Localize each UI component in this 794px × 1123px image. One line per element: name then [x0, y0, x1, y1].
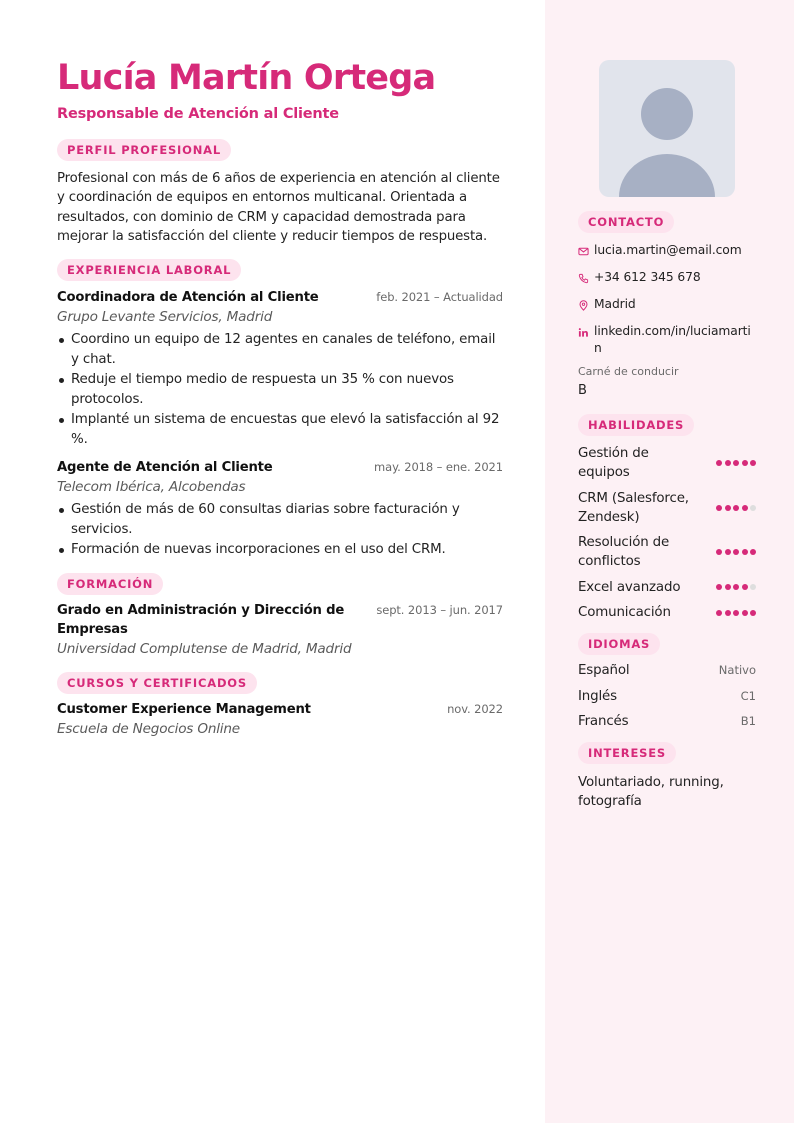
skill-dot-filled	[725, 584, 731, 590]
skill-name: Excel avanzado	[578, 579, 681, 595]
avatar-body-shape	[619, 154, 715, 197]
candidate-role: Responsable de Atención al Cliente	[57, 106, 339, 122]
list-item: Formación de nuevas incorporaciones en el uso del CRM.	[57, 540, 503, 560]
job-bullets	[57, 500, 503, 560]
contact-phone-text: +34 612 345 678	[594, 270, 701, 284]
avatar-placeholder	[599, 60, 735, 197]
education-institution: Universidad Complutense de Madrid, Madrid	[57, 640, 352, 657]
skill-dot-filled	[742, 584, 748, 590]
skill-row	[578, 578, 756, 597]
job-title: Agente de Atención al Cliente	[57, 460, 273, 476]
skill-level-dots	[716, 505, 756, 511]
language-name: Español	[578, 663, 630, 679]
skills-list	[578, 444, 756, 622]
skill-level-dots	[716, 460, 756, 466]
candidate-name: Lucía Martín Ortega	[57, 58, 436, 98]
education-entry	[57, 601, 503, 659]
section-heading-profile: PERFIL PROFESIONAL	[57, 139, 231, 161]
skill-dot-empty	[750, 505, 756, 511]
skill-dot-filled	[750, 610, 756, 616]
skill-name: Resolución de conflictos	[578, 535, 670, 570]
skill-dot-filled	[750, 549, 756, 555]
skill-dot-filled	[716, 610, 722, 616]
job-date: feb. 2021 – Actualidad	[376, 290, 503, 305]
list-item: Implanté un sistema de encuestas que elevó la satisfacción al 92 %.	[57, 410, 503, 449]
profile-summary: Profesional con más de 6 años de experiencia en atención al cliente y coordinación de equipos en entornos multicanal. Orientada a resultados, con dominio de CRM y capacidad demostrada para mejorar la satisfacción del cliente y reducir tiempos de respuesta.	[57, 171, 500, 244]
section-heading-courses: CURSOS Y CERTIFICADOS	[57, 672, 257, 694]
location-pin-icon	[578, 299, 590, 316]
course-entry	[57, 700, 503, 739]
course-institution: Escuela de Negocios Online	[57, 720, 240, 737]
avatar-head-shape	[641, 88, 693, 140]
skill-dot-filled	[725, 460, 731, 466]
list-item: Reduje el tiempo medio de respuesta un 35 % con nuevos protocolos.	[57, 370, 503, 409]
section-heading-education: FORMACIÓN	[57, 573, 163, 595]
skill-dot-filled	[733, 584, 739, 590]
linkedin-icon	[578, 326, 590, 343]
job-date: may. 2018 – ene. 2021	[374, 460, 503, 475]
course-title: Customer Experience Management	[57, 701, 311, 717]
skill-dot-filled	[733, 505, 739, 511]
section-heading-experience: EXPERIENCIA LABORAL	[57, 259, 241, 281]
skill-name: Gestión de equipos	[578, 446, 649, 481]
language-name: Inglés	[578, 688, 617, 704]
phone-icon	[578, 272, 590, 289]
education-date: sept. 2013 – jun. 2017	[376, 602, 503, 617]
language-level: C1	[740, 688, 756, 703]
skill-dot-filled	[733, 549, 739, 555]
skill-level-dots	[716, 610, 756, 616]
skill-row	[578, 533, 756, 572]
skill-level-dots	[716, 549, 756, 555]
skill-dot-filled	[742, 460, 748, 466]
job-organization: Telecom Ibérica, Alcobendas	[57, 479, 246, 496]
job-title: Coordinadora de Atención al Cliente	[57, 290, 319, 306]
contact-linkedin[interactable]	[578, 323, 756, 357]
license-label: Carné de conducir	[578, 365, 679, 378]
degree-title: Grado en Administración y Dirección de Empresas	[57, 602, 345, 637]
skill-dot-filled	[716, 549, 722, 555]
skill-name: Comunicación	[578, 605, 671, 621]
language-row	[578, 687, 756, 707]
contact-location	[578, 296, 756, 316]
skill-dot-filled	[725, 549, 731, 555]
job-entry	[57, 458, 503, 560]
interests-text: Voluntariado, running, fotografía	[578, 774, 724, 810]
skill-dot-filled	[742, 549, 748, 555]
language-row	[578, 712, 756, 732]
skill-name: CRM (Salesforce, Zendesk)	[578, 490, 689, 525]
skill-dot-filled	[725, 505, 731, 511]
section-heading-contact: CONTACTO	[578, 211, 674, 233]
skill-row	[578, 489, 756, 528]
section-heading-skills: HABILIDADES	[578, 414, 694, 436]
contact-linkedin-text: linkedin.com/in/luciamartin	[594, 324, 751, 355]
skill-dot-filled	[742, 505, 748, 511]
language-name: Francés	[578, 714, 629, 730]
sidebar	[578, 60, 756, 811]
contact-list	[578, 242, 756, 401]
language-level: Nativo	[718, 663, 756, 678]
job-entry	[57, 288, 503, 449]
skill-level-dots	[716, 584, 756, 590]
language-row	[578, 661, 756, 681]
skill-dot-filled	[716, 460, 722, 466]
course-date: nov. 2022	[447, 701, 503, 716]
skill-dot-filled	[725, 610, 731, 616]
section-heading-interests: INTERESES	[578, 742, 676, 764]
contact-location-text: Madrid	[594, 297, 636, 311]
job-organization: Grupo Levante Servicios, Madrid	[57, 309, 273, 326]
contact-phone[interactable]	[578, 269, 756, 289]
skill-row	[578, 603, 756, 622]
skill-dot-filled	[742, 610, 748, 616]
language-level: B1	[740, 714, 756, 729]
skill-dot-filled	[733, 610, 739, 616]
license-value: B	[578, 383, 587, 398]
section-heading-languages: IDIOMAS	[578, 633, 660, 655]
contact-email[interactable]	[578, 242, 756, 262]
list-item: Coordino un equipo de 12 agentes en canales de teléfono, email y chat.	[57, 330, 503, 369]
mail-icon	[578, 245, 590, 262]
skill-dot-filled	[733, 460, 739, 466]
skill-dot-filled	[716, 505, 722, 511]
main-column	[57, 56, 503, 739]
contact-email-text: lucia.martin@email.com	[594, 243, 742, 257]
languages-list	[578, 661, 756, 732]
skill-dot-filled	[750, 460, 756, 466]
job-bullets	[57, 330, 503, 449]
skill-dot-filled	[716, 584, 722, 590]
list-item: Gestión de más de 60 consultas diarias sobre facturación y servicios.	[57, 500, 503, 539]
skill-dot-empty	[750, 584, 756, 590]
skill-row	[578, 444, 756, 483]
